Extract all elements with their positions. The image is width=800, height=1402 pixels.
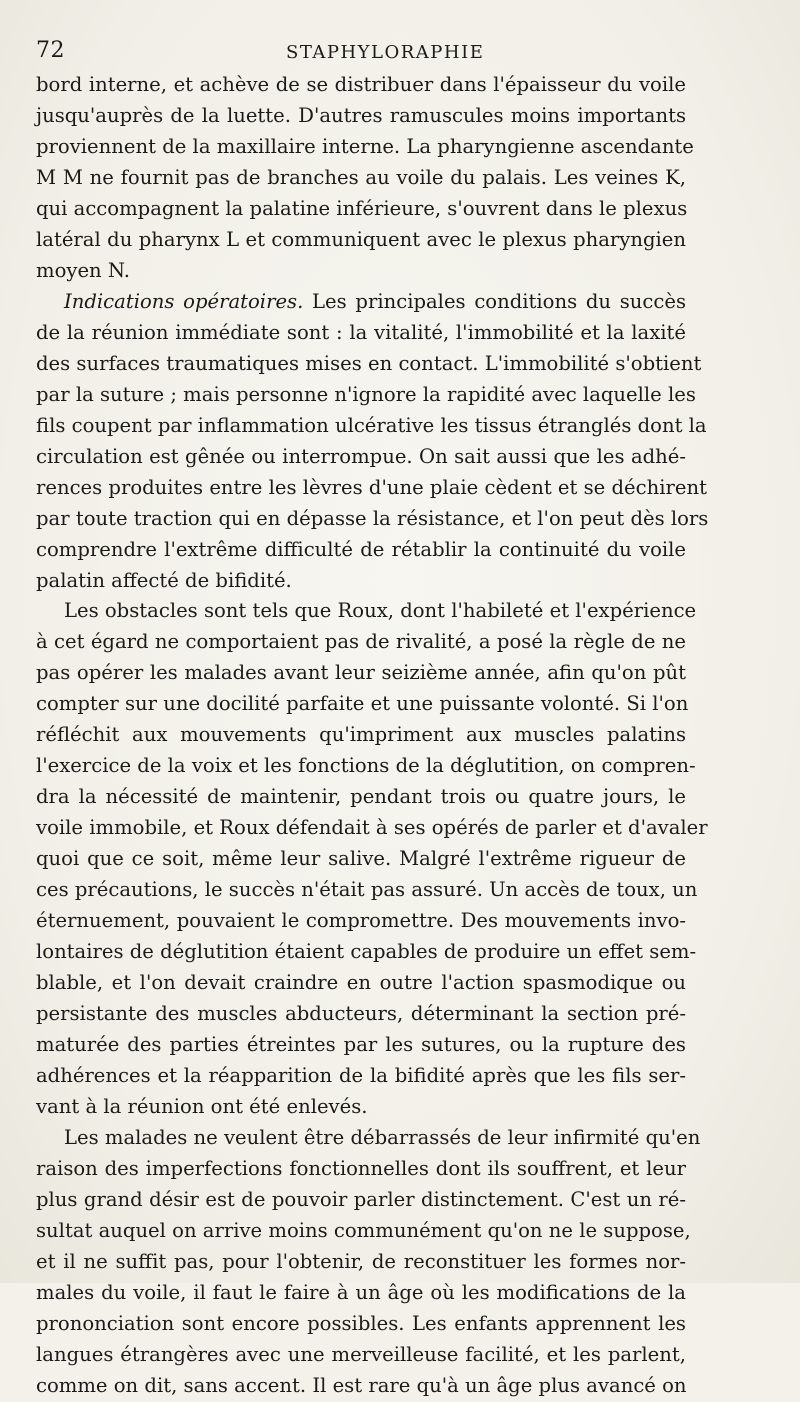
text-line: l'exercice de la voix et les fonctions de la déglutition, on compren- (36, 754, 696, 778)
text-line: moyen N. (36, 258, 131, 282)
text-line: plus grand désir est de pouvoir parler distinctement. C'est un ré- (36, 1187, 686, 1211)
text-line: jusqu'auprès de la luette. D'autres ramuscules moins importants (36, 103, 686, 127)
text-line: comme on dit, sans accent. Il est rare qu'à un âge plus avancé on (36, 1373, 687, 1397)
text-line-segment: Les principales conditions du succès (312, 289, 687, 313)
text-line: ces précautions, le succès n'était pas assuré. Un accès de toux, un (36, 878, 698, 902)
text-line: Les malades ne veulent être débarrassés de leur infirmité qu'en (64, 1125, 701, 1149)
text-line: dra la nécessité de maintenir, pendant trois ou quatre jours, le (36, 785, 686, 809)
text-line: et il ne suffit pas, pour l'obtenir, de reconstituer les formes nor- (36, 1249, 686, 1273)
text-line: de la réunion immédiate sont : la vitalité, l'immobilité et la laxité (36, 320, 686, 344)
text-line (36, 287, 686, 318)
page-header (36, 38, 740, 68)
text-line: palatin affecté de bifidité. (36, 568, 292, 592)
text-line: lontaires de déglutition étaient capables de produire un effet sem- (36, 940, 697, 964)
text-line: quoi que ce soit, même leur salive. Malgré l'extrême rigueur de (36, 847, 686, 871)
text-line: fils coupent par inflammation ulcérative les tissus étranglés dont la (36, 413, 707, 437)
section-heading: Indications opératoires. (64, 289, 304, 313)
text-line: adhérences et la réapparition de la bifidité après que les fils ser- (36, 1064, 686, 1087)
text-line: réfléchit aux mouvements qu'impriment aux muscles palatins (36, 723, 686, 747)
text-line: raison des imperfections fonctionnelles dont ils souffrent, et leur (36, 1156, 686, 1180)
text-line: par toute traction qui en dépasse la résistance, et l'on peut dès lors (36, 506, 709, 530)
text-line: compter sur une docilité parfaite et une puissante volonté. Si l'on (36, 692, 689, 716)
text-line: voile immobile, et Roux défendait à ses opérés de parler et d'avaler (36, 816, 708, 840)
text-line: pas opérer les malades avant leur seizième année, afin qu'on pût (36, 661, 686, 685)
text-line: comprendre l'extrême difficulté de rétablir la continuité du voile (36, 537, 686, 561)
text-line: éternuement, pouvaient le compromettre. Des mouvements invo- (36, 909, 686, 933)
page-number: 72 (36, 38, 65, 63)
text-line: qui accompagnent la palatine inférieure, s'ouvrent dans le plexus (36, 196, 688, 220)
text-line: bord interne, et achève de se distribuer dans l'épaisseur du voile (36, 73, 686, 96)
text-line: proviennent de la maxillaire interne. La pharyngienne ascendante (36, 134, 694, 158)
text-line: blable, et l'on devait craindre en outre l'action spasmodique ou (36, 971, 686, 995)
text-line: à cet égard ne comportaient pas de rivalité, a posé la règle de ne (36, 630, 686, 654)
text-line: vant à la réunion ont été enlevés. (36, 1094, 368, 1118)
text-line: par la suture ; mais personne n'ignore la rapidité avec laquelle les (36, 382, 696, 406)
text-line: M M ne fournit pas de branches au voile du palais. Les veines K, (36, 165, 686, 189)
text-line: circulation est gênée ou interrompue. On sait aussi que les adhé- (36, 444, 686, 468)
text-line: rences produites entre les lèvres d'une plaie cèdent et se déchirent (36, 475, 707, 499)
body-text (36, 70, 709, 1402)
text-line: sultat auquel on arrive moins communément qu'on ne le suppose, (36, 1218, 691, 1242)
text-line: latéral du pharynx L et communiquent avec le plexus pharyngien (36, 227, 686, 251)
text-line: males du voile, il faut le faire à un âge où les modifications de la (36, 1280, 686, 1304)
text-line: maturée des parties étreintes par les sutures, ou la rupture des (36, 1033, 686, 1057)
text-line: prononciation sont encore possibles. Les enfants apprennent les (36, 1311, 686, 1335)
text-line: des surfaces traumatiques mises en contact. L'immobilité s'obtient (36, 351, 702, 375)
text-line: langues étrangères avec une merveilleuse facilité, et les parlent, (36, 1342, 686, 1366)
text-line: Les obstacles sont tels que Roux, dont l'habileté et l'expérience (64, 599, 697, 623)
running-title: STAPHYLORAPHIE (286, 42, 485, 63)
text-line: persistante des muscles abducteurs, déterminant la section pré- (36, 1002, 686, 1026)
